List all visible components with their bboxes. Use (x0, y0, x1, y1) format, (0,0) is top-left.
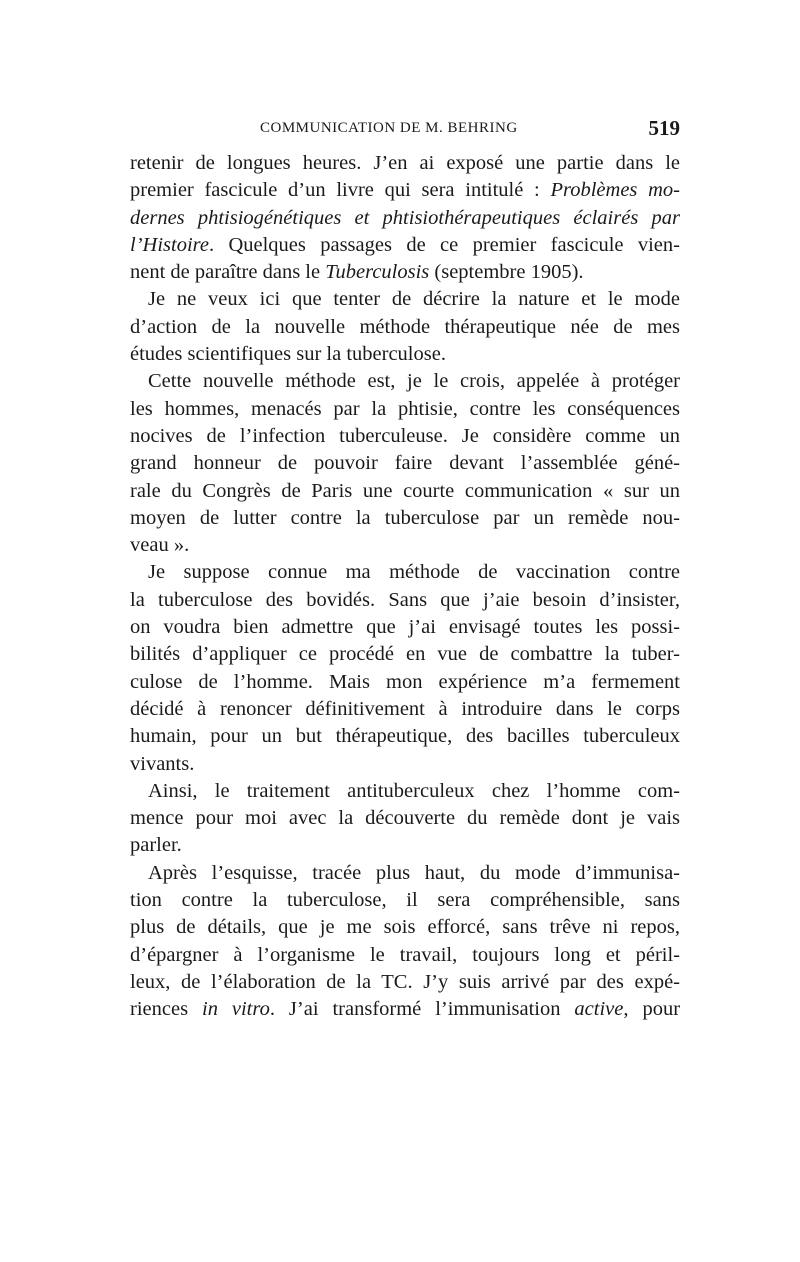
line-text: Après l’esquisse, tracée plus haut, du mode d’immunisa- (148, 861, 680, 884)
line-text: riences (130, 998, 202, 1021)
text-line (130, 396, 680, 423)
line-text: plus de détails, que je me sois efforcé, sans trêve ni repos, (130, 916, 680, 939)
italic-text: l’Histoire (130, 233, 209, 256)
line-text: Cette nouvelle méthode est, je le crois, appelée à protéger (148, 370, 680, 393)
line-text: tion contre la tuberculose, il sera compréhensible, sans (130, 889, 680, 912)
text-line (130, 942, 680, 969)
italic-text: Problèmes mo- (550, 179, 681, 202)
line-text: les hommes, menacés par la phtisie, contre les conséquences (130, 397, 680, 420)
text-line (130, 341, 680, 368)
text-line (130, 641, 680, 668)
text-line (130, 887, 680, 914)
line-text: mence pour moi avec la découverte du remède dont je vais (130, 807, 680, 830)
text-line (130, 914, 680, 941)
line-text: grand honneur de pouvoir faire devant l’assemblée géné- (130, 452, 680, 475)
line-text: . Quelques passages de ce premier fascicule vien- (208, 233, 680, 256)
text-line (130, 150, 680, 177)
text-line (130, 969, 680, 996)
line-text: la tuberculose des bovidés. Sans que j’aie besoin d’insister, (130, 588, 680, 611)
text-line (130, 832, 680, 859)
text-line (130, 286, 680, 313)
line-text: (septembre 1905). (429, 261, 584, 284)
italic-text: dernes phtisiogénétiques et phtisiothérapeutiques éclairés par (130, 206, 680, 229)
line-text: moyen de lutter contre la tuberculose par un remède nou- (130, 506, 680, 529)
italic-text: active (574, 998, 624, 1021)
body-text (130, 150, 680, 1024)
line-text: bilités d’appliquer ce procédé en vue de combattre la tuber- (130, 643, 680, 666)
line-text: veau ». (130, 534, 190, 557)
italic-text: in vitro (202, 998, 270, 1021)
italic-text: Tuberculosis (325, 261, 430, 284)
line-text: d’épargner à l’organisme le travail, toujours long et péril- (130, 943, 680, 966)
line-text: rale du Congrès de Paris une courte communication « sur un (130, 479, 680, 502)
text-line (130, 723, 680, 750)
text-line (130, 805, 680, 832)
page-number: 519 (648, 116, 680, 140)
text-line (130, 478, 680, 505)
text-line (130, 860, 680, 887)
text-line (130, 751, 680, 778)
text-line (130, 778, 680, 805)
text-line (130, 614, 680, 641)
line-text: parler. (130, 834, 182, 857)
text-line (130, 205, 680, 232)
line-text: , pour (623, 998, 681, 1021)
text-line (130, 996, 680, 1023)
line-text: humain, pour un but thérapeutique, des bacilles tuberculeux (130, 725, 680, 748)
text-line (130, 423, 680, 450)
line-text: nent de paraître dans le (130, 261, 326, 284)
line-text: Je suppose connue ma méthode de vaccination contre (148, 561, 680, 584)
text-line (130, 669, 680, 696)
line-text: études scientifiques sur la tuberculose. (130, 343, 446, 366)
text-line (130, 505, 680, 532)
text-line (130, 559, 680, 586)
line-text: premier fascicule d’un livre qui sera intitulé : (130, 179, 551, 202)
line-text: . J’ai transformé l’immunisation (269, 998, 575, 1021)
text-line (130, 368, 680, 395)
line-text: vivants. (130, 752, 195, 775)
line-text: Ainsi, le traitement antituberculeux chez l’homme com- (148, 779, 680, 802)
line-text: retenir de longues heures. J’en ai exposé une partie dans le (130, 152, 680, 174)
text-line (130, 259, 680, 286)
line-text: décidé à renoncer définitivement à introduire dans le corps (130, 697, 680, 720)
line-text: d’action de la nouvelle méthode thérapeutique née de mes (130, 315, 680, 338)
text-line (130, 587, 680, 614)
text-line (130, 532, 680, 559)
line-text: nocives de l’infection tuberculeuse. Je considère comme un (130, 424, 680, 447)
text-line (130, 696, 680, 723)
line-text: culose de l’homme. Mais mon expérience m’a fermement (130, 670, 680, 693)
line-text: leux, de l’élaboration de la TC. J’y suis arrivé par des expé- (130, 970, 680, 993)
text-line (130, 232, 680, 259)
running-head (130, 118, 680, 140)
running-head-title: COMMUNICATION DE M. BEHRING (260, 120, 518, 136)
text-line (130, 314, 680, 341)
line-text: Je ne veux ici que tenter de décrire la nature et le mode (148, 288, 680, 311)
text-line (130, 450, 680, 477)
line-text: on voudra bien admettre que j’ai envisagé toutes les possi- (130, 616, 680, 639)
text-line (130, 177, 680, 204)
